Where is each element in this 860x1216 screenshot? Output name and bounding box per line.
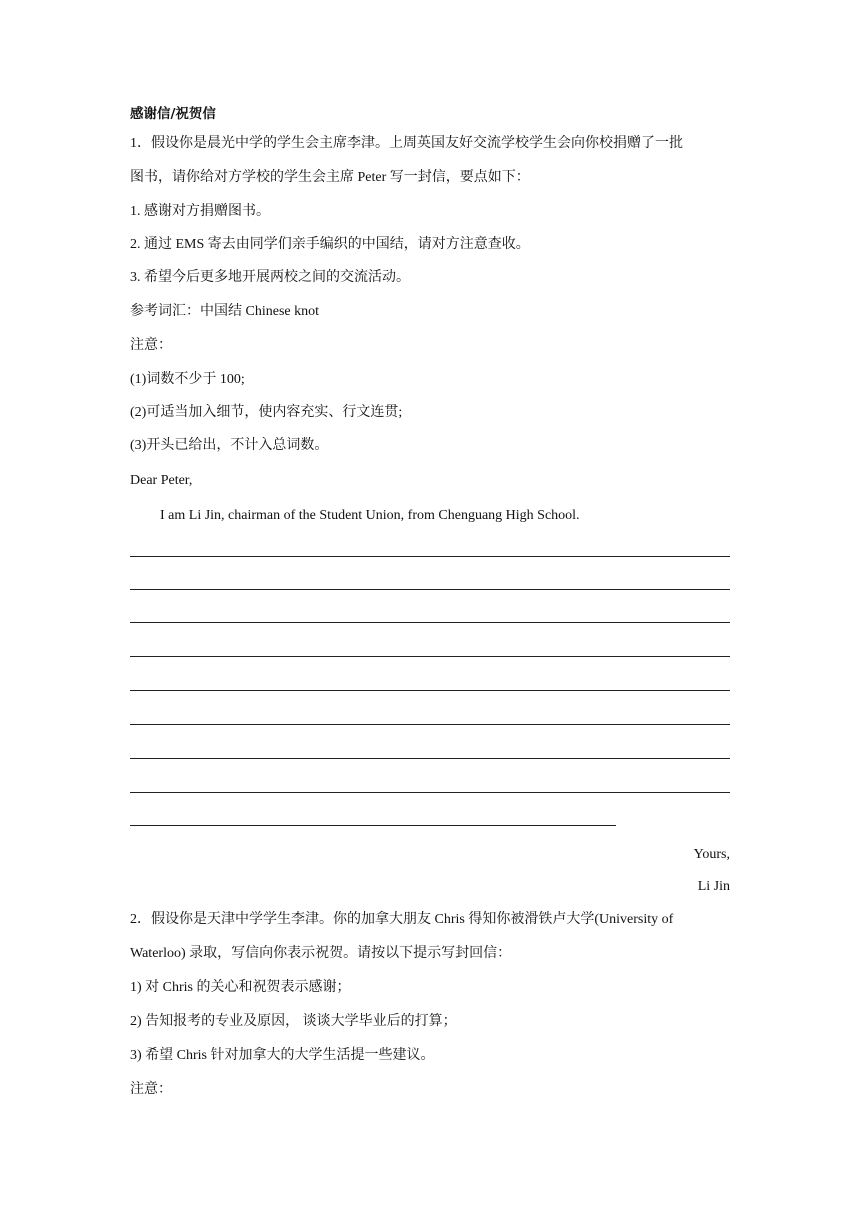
q1-note-3: (3)开头已给出，不计入总词数。 (130, 438, 329, 453)
answer-line[interactable] (130, 758, 730, 759)
answer-line[interactable] (130, 724, 730, 725)
q1-prompt-line1: 1．假设你是晨光中学的学生会主席李津。上周英国友好交流学校学生会向你校捐赠了一批 (130, 136, 683, 151)
answer-line[interactable] (130, 825, 616, 826)
answer-line[interactable] (130, 556, 730, 557)
q1-vocab: 参考词汇：中国结 Chinese knot (130, 304, 319, 319)
answer-line[interactable] (130, 690, 730, 691)
q1-signature: Li Jin (697, 879, 730, 894)
q1-point-3: 3. 希望今后更多地开展两校之间的交流活动。 (130, 270, 410, 285)
q2-prompt-line1: 2．假设你是天津中学学生李津。你的加拿大朋友 Chris 得知你被滑铁卢大学(University of (130, 912, 674, 927)
q2-prompt-line2: Waterloo) 录取，写信向你表示祝贺。请按以下提示写封回信： (130, 946, 512, 961)
answer-line[interactable] (130, 656, 730, 657)
q1-point-2: 2. 通过 EMS 寄去由同学们亲手编织的中国结，请对方注意查收。 (130, 237, 530, 252)
q1-prompt-line2: 图书，请你给对方学校的学生会主席 Peter 写一封信，要点如下： (130, 170, 530, 185)
q1-closing: Yours, (693, 847, 730, 862)
q1-opening: I am Li Jin, chairman of the Student Union, from Chenguang High School. (160, 508, 580, 523)
q2-point-3: 3) 希望 Chris 针对加拿大的大学生活提一些建议。 (130, 1048, 435, 1063)
q1-note-2: (2)可适当加入细节，使内容充实、行文连贯; (130, 405, 403, 420)
answer-line[interactable] (130, 622, 730, 623)
section-heading: 感谢信/祝贺信 (130, 106, 216, 122)
q2-point-2: 2) 告知报考的专业及原因， 谈谈大学毕业后的打算； (130, 1014, 457, 1029)
q1-salutation: Dear Peter, (130, 473, 193, 488)
q2-note-label: 注意： (130, 1082, 172, 1097)
q2-point-1: 1) 对 Chris 的关心和祝贺表示感谢； (130, 980, 351, 995)
answer-line[interactable] (130, 589, 730, 590)
answer-line[interactable] (130, 792, 730, 793)
q1-note-label: 注意： (130, 338, 172, 353)
q1-note-1: (1)词数不少于 100; (130, 372, 245, 387)
q1-point-1: 1. 感谢对方捐赠图书。 (130, 204, 270, 219)
